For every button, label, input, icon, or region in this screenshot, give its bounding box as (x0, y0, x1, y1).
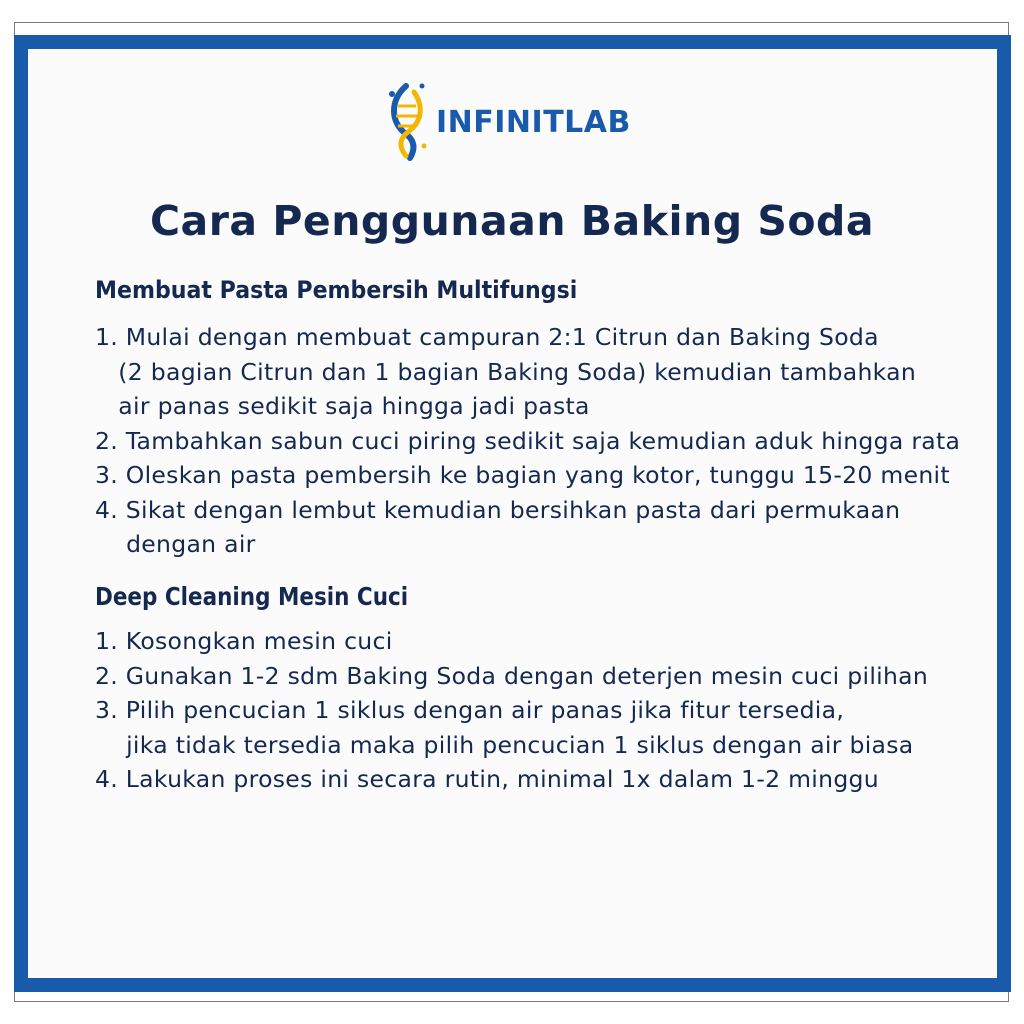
list-item-line: air panas sedikit saja hingga jadi pasta (95, 392, 590, 420)
page-title: Cara Penggunaan Baking Soda (149, 197, 875, 245)
section-heading: Deep Cleaning Mesin Cuci (95, 582, 409, 611)
list-item-line: 3. Pilih pencucian 1 siklus dengan air panas jika fitur tersedia, (95, 696, 845, 724)
list-item-line: 4. Lakukan proses ini secara rutin, minimal 1x dalam 1-2 minggu (95, 765, 879, 793)
list-item-line: 4. Sikat dengan lembut kemudian bersihkan pasta dari permukaan (95, 495, 901, 524)
section-heading: Membuat Pasta Pembersih Multifungsi (95, 276, 578, 304)
list-item-line: 1. Kosongkan mesin cuci (95, 627, 393, 655)
list-item-line: jika tidak tersedia maka pilih pencucian 1 siklus dengan air biasa (95, 730, 914, 759)
brand-name: INFINITLAB (436, 104, 631, 140)
list-item-line: 3. Oleskan pasta pembersih ke bagian yang kotor, tunggu 15-20 menit (95, 461, 950, 489)
list-item-line: dengan air (95, 530, 256, 558)
dna-helix-icon (384, 82, 432, 162)
list-item-line: 1. Mulai dengan membuat campuran 2:1 Citrun dan Baking Soda (95, 323, 879, 351)
brand-logo (384, 82, 631, 162)
list-item-line: 2. Gunakan 1-2 sdm Baking Soda dengan deterjen mesin cuci pilihan (95, 661, 929, 690)
list-item-line: (2 bagian Citrun dan 1 bagian Baking Soda) kemudian tambahkan (95, 357, 917, 386)
list-item-line: 2. Tambahkan sabun cuci piring sedikit saja kemudian aduk hingga rata (95, 426, 961, 455)
